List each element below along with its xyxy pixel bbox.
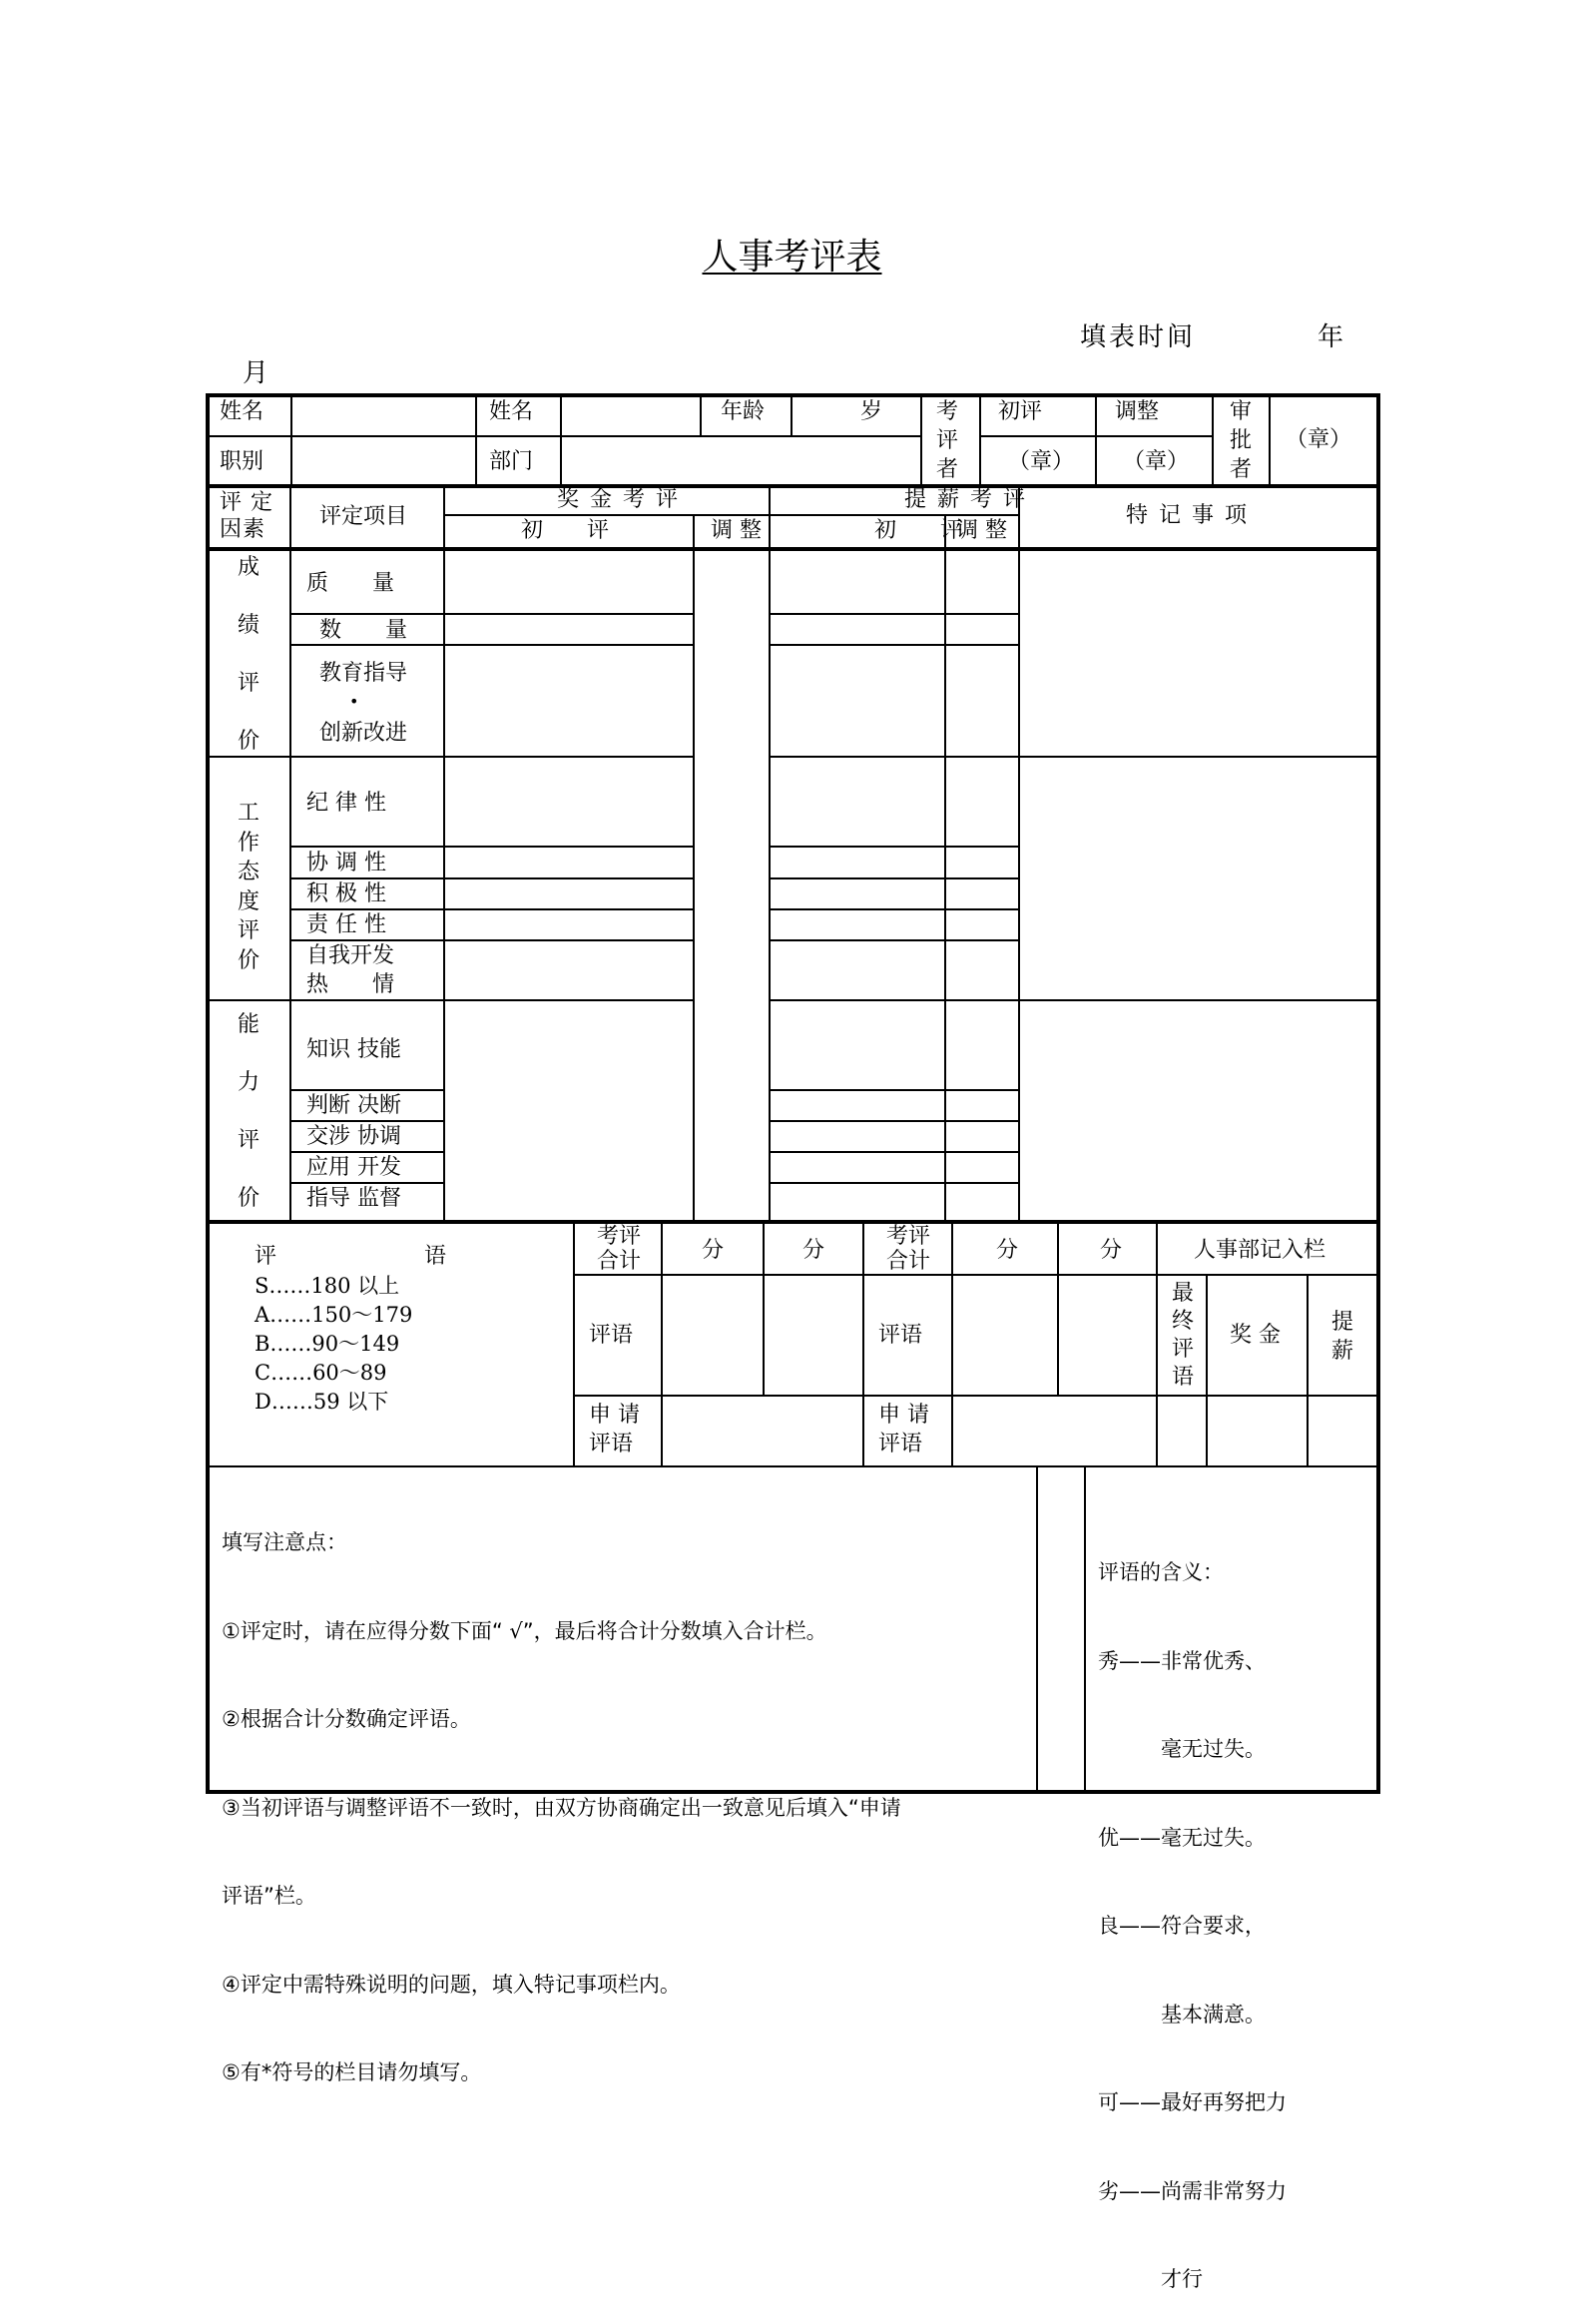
item-enthusiasm: 热 情 [306, 972, 395, 997]
special-notes-input[interactable] [1020, 551, 1376, 1220]
apply-label-line: 评语 [878, 1432, 923, 1456]
divider [475, 393, 477, 485]
approver-seal[interactable]: （章） [1286, 427, 1352, 452]
form-title-text: 人事考评表 [702, 237, 882, 278]
item-quality: 质 量 [306, 571, 395, 596]
item-self-development: 自我开发 [306, 943, 395, 968]
factor-char: 价 [238, 1186, 261, 1211]
meanings-heading: 评语的含义： [1098, 1560, 1224, 1584]
divider [700, 393, 702, 436]
bonus-adjust-scores[interactable] [695, 551, 768, 1220]
divider [206, 1465, 1380, 1467]
factor-header-line: 因素 [220, 517, 266, 542]
approver-char: 批 [1230, 428, 1253, 453]
divider [289, 1089, 445, 1091]
dept-input[interactable] [563, 439, 918, 483]
name-label: 姓名 [220, 399, 264, 424]
divider [1057, 1224, 1059, 1396]
bonus-adjust-comment-input[interactable] [766, 1278, 861, 1394]
final-comment-char: 终 [1172, 1309, 1195, 1334]
name-input-2[interactable] [563, 397, 699, 434]
fill-month-input[interactable] [1347, 321, 1377, 353]
bonus-apply-comment-input[interactable] [664, 1398, 861, 1463]
final-comment-char: 最 [1172, 1281, 1195, 1306]
grade-a: A……150～179 [255, 1303, 413, 1327]
item-judgment: 判断 决断 [306, 1093, 401, 1118]
factor-char: 工 [238, 801, 261, 826]
factor-char: 评 [238, 671, 261, 696]
divider [573, 1274, 1380, 1276]
final-comment-char: 评 [1172, 1337, 1195, 1362]
comment-label-bonus: 评语 [589, 1323, 634, 1348]
raise-char: 薪 [1331, 1339, 1354, 1364]
factor-char: 价 [238, 947, 261, 973]
item-negotiation: 交涉 协调 [306, 1124, 401, 1149]
note-line: ②根据合计分数确定评语。 [222, 1707, 471, 1731]
fill-year-input[interactable] [1208, 321, 1313, 353]
item-application: 应用 开发 [306, 1155, 401, 1180]
age-unit: 岁 [860, 399, 883, 424]
hr-raise-input[interactable] [1310, 1398, 1377, 1463]
grading-scale [255, 1272, 412, 1417]
factor-header [220, 489, 273, 543]
total-label-line: 考评 [886, 1224, 931, 1249]
factor-char: 能 [238, 1012, 261, 1037]
divider [289, 1120, 445, 1122]
dept-label: 部门 [489, 449, 534, 474]
bonus-adjust-score-unit: 分 [802, 1238, 825, 1263]
divider [206, 435, 921, 437]
total-label-raise [886, 1224, 930, 1274]
factor-char: 作 [238, 830, 261, 856]
special-notes-header: 特 记 事 项 [1126, 503, 1249, 528]
adjust-reviewer-label: 调整 [1115, 399, 1160, 424]
year-label: 年 [1318, 322, 1344, 352]
position-label: 职别 [220, 449, 264, 474]
divider [1156, 1224, 1158, 1466]
divider [443, 514, 1018, 516]
item-header: 评定项目 [319, 504, 408, 529]
approver-label [1230, 397, 1252, 484]
raise-initial-scores[interactable] [771, 551, 943, 1220]
divider [791, 393, 792, 436]
hr-bonus-input[interactable] [1209, 1398, 1306, 1463]
raise-initial-score-unit: 分 [996, 1238, 1019, 1263]
section-performance-label [238, 553, 260, 756]
grading-heading-left: 评 [255, 1244, 277, 1269]
reviewer-char: 者 [936, 457, 959, 482]
meaning-line: 可——最好再努把力 [1098, 2090, 1287, 2114]
divider [763, 1224, 765, 1396]
bonus-adjust-header: 调 整 [711, 518, 762, 543]
divider [1084, 1466, 1086, 1794]
raise-initial-comment-input[interactable] [954, 1278, 1055, 1394]
bonus-initial-header: 初 评 [521, 518, 610, 543]
note-line: ④评定中需特殊说明的问题，填入特记事项栏内。 [222, 1972, 681, 1997]
divider [920, 393, 922, 485]
final-comment-char: 语 [1172, 1365, 1195, 1390]
divider [206, 484, 1380, 488]
item-knowledge-skill: 知识 技能 [306, 1037, 401, 1062]
item-education: 教育指导 [319, 661, 408, 686]
divider [289, 485, 291, 1224]
item-supervision: 指导 监督 [306, 1186, 401, 1211]
item-responsibility: 责 任 性 [306, 912, 386, 937]
divider [951, 1224, 953, 1466]
approver-char: 审 [1230, 399, 1253, 424]
factor-header-line: 评 定 [220, 490, 273, 515]
divider [289, 1182, 445, 1184]
meaning-line: 秀——非常优秀、 [1098, 1648, 1266, 1673]
section-ability-label [238, 1010, 260, 1213]
factor-char: 态 [238, 860, 261, 884]
factor-char: 成 [238, 555, 261, 580]
item-quantity: 数 量 [319, 618, 408, 643]
position-input[interactable] [293, 439, 473, 483]
bonus-group-header: 奖 金 考 评 [557, 487, 680, 512]
hr-bonus-label: 奖 金 [1230, 1323, 1281, 1348]
apply-comment-label-bonus [589, 1401, 640, 1458]
divider [206, 1220, 1380, 1224]
adjust-seal[interactable]: （章） [1123, 449, 1190, 474]
month-label: 月 [243, 358, 269, 388]
initial-reviewer-label: 初评 [998, 399, 1043, 424]
grade-c: C……60～89 [255, 1361, 387, 1385]
meaning-line: 良——符合要求， [1098, 1914, 1266, 1938]
hr-raise-label [1331, 1308, 1353, 1366]
raise-apply-comment-input[interactable] [954, 1398, 1155, 1463]
meaning-line: 才行 [1098, 2267, 1203, 2291]
fill-date-label: 填表时间 [1080, 322, 1197, 352]
divider [1212, 393, 1214, 485]
item-discipline: 纪 律 性 [306, 791, 386, 816]
initial-seal[interactable]: （章） [1008, 449, 1075, 474]
meanings-block [1098, 1499, 1287, 2324]
meaning-line: 优——毫无过失。 [1098, 1825, 1266, 1850]
form-title [0, 236, 1584, 280]
factor-char: 评 [238, 1128, 261, 1153]
divider [573, 1395, 1380, 1397]
note-line: 评语”栏。 [222, 1884, 316, 1908]
divider [1269, 393, 1271, 485]
notes-heading: 填写注意点： [222, 1530, 347, 1554]
apply-label-line: 申 请 [589, 1403, 640, 1428]
factor-char: 价 [238, 729, 261, 754]
raise-adjust-score-unit: 分 [1100, 1238, 1123, 1263]
meaning-line: 劣——尚需非常努力 [1098, 2178, 1287, 2203]
raise-adjust-scores[interactable] [946, 551, 1017, 1220]
divider [573, 1224, 575, 1466]
note-line: ③当初评语与调整评语不一致时，由双方协商确定出一致意见后填入“申请 [222, 1795, 901, 1820]
grade-b: B……90～149 [255, 1332, 400, 1356]
note-line: ⑤有*符号的栏目请勿填写。 [222, 2060, 482, 2084]
comment-label-raise: 评语 [878, 1323, 923, 1348]
reviewer-label [936, 397, 958, 484]
total-label-line: 合计 [886, 1249, 931, 1274]
divider [290, 393, 292, 485]
divider [1206, 1275, 1208, 1466]
meaning-line: 基本满意。 [1098, 2002, 1266, 2027]
age-input[interactable] [793, 397, 853, 434]
total-label-bonus [597, 1224, 641, 1274]
grade-s: S……180 以上 [255, 1274, 400, 1298]
final-comment-input[interactable] [1159, 1398, 1205, 1463]
factor-char: 度 [238, 888, 261, 914]
bonus-initial-scores[interactable] [445, 551, 692, 1200]
raise-initial-header: 初 评 [874, 518, 963, 543]
section-attitude-label [238, 799, 260, 975]
raise-char: 提 [1331, 1310, 1354, 1335]
apply-label-line: 申 请 [878, 1403, 929, 1428]
name-input[interactable] [293, 397, 473, 434]
item-innovation: 创新改进 [319, 721, 408, 746]
item-coordination: 协 调 性 [306, 851, 386, 875]
raise-adjust-comment-input[interactable] [1060, 1278, 1155, 1394]
grading-heading-right: 语 [424, 1244, 447, 1269]
notes-block [222, 1469, 901, 2117]
grade-d: D……59 以下 [255, 1390, 389, 1414]
divider [1095, 393, 1097, 485]
meaning-line: 毫无过失。 [1098, 1737, 1266, 1761]
divider [289, 1151, 445, 1153]
divider [661, 1224, 663, 1466]
reviewer-char: 考 [936, 399, 959, 424]
bonus-initial-comment-input[interactable] [664, 1278, 761, 1394]
item-initiative: 积 极 性 [306, 881, 386, 906]
factor-char: 绩 [238, 613, 261, 638]
divider [1307, 1275, 1309, 1466]
divider [560, 393, 562, 485]
reviewer-char: 评 [936, 428, 959, 453]
hr-column-header: 人事部记入栏 [1194, 1238, 1326, 1263]
apply-label-line: 评语 [589, 1432, 634, 1456]
divider [979, 393, 981, 485]
raise-adjust-header: 调 整 [956, 518, 1007, 543]
apply-comment-label-raise [878, 1401, 929, 1458]
raise-group-header: 提 薪 考 评 [904, 487, 1027, 512]
total-label-line: 合计 [597, 1249, 642, 1274]
bonus-initial-score-unit: 分 [702, 1238, 725, 1263]
final-comment-label [1172, 1280, 1194, 1392]
factor-char: 力 [238, 1070, 261, 1095]
divider [862, 1224, 864, 1466]
divider [1036, 1466, 1038, 1794]
note-line: ①评定时，请在应得分数下面“ √”，最后将合计分数填入合计栏。 [222, 1618, 827, 1643]
factor-char: 评 [238, 918, 261, 943]
item-bullet: • [349, 692, 359, 711]
name-label-2: 姓名 [489, 399, 534, 424]
total-label-line: 考评 [597, 1224, 642, 1249]
age-label: 年龄 [721, 399, 766, 424]
approver-char: 者 [1230, 457, 1253, 482]
